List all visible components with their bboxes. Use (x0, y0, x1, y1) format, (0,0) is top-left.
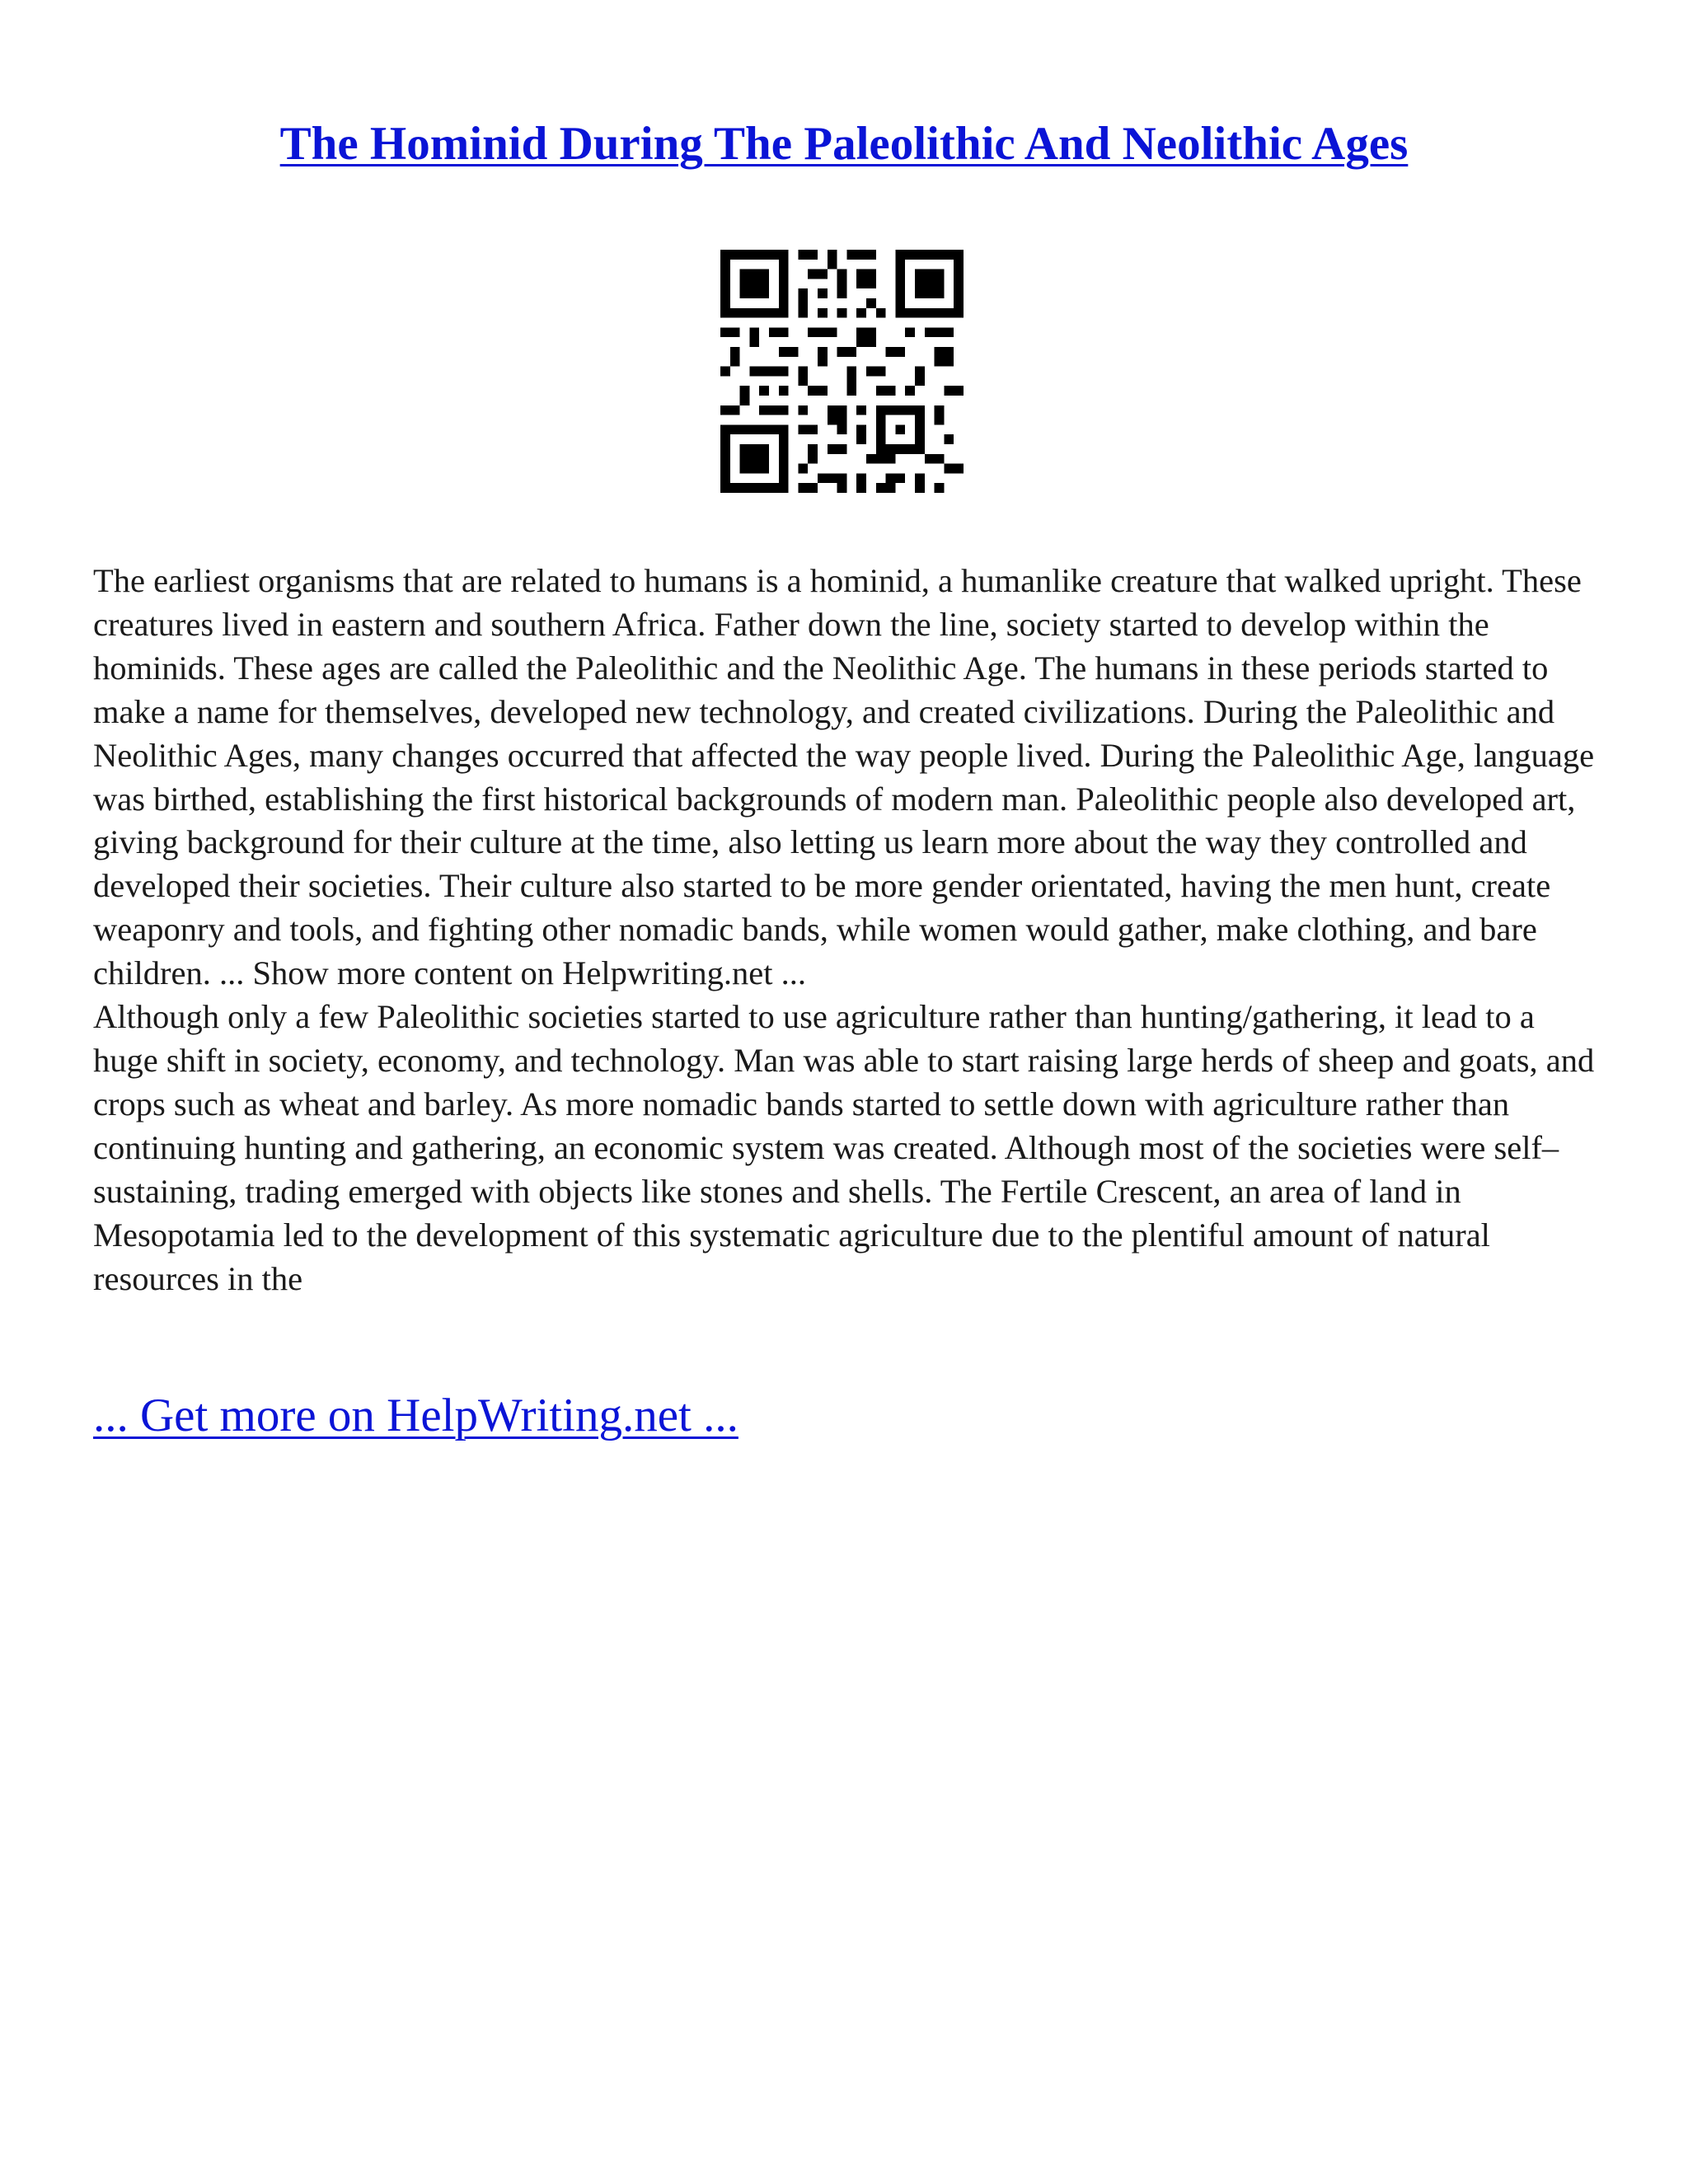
title-link[interactable]: The Hominid During The Paleolithic And Neolithic Ages (279, 118, 1409, 170)
page-title (0, 115, 1688, 173)
get-more-link[interactable]: ... Get more on HelpWriting.net ... (93, 1390, 738, 1441)
article-body (93, 560, 1601, 1301)
paragraph-2: Although only a few Paleolithic societies started to use agriculture rather than hunting/gathering, it lead to a huge shift in society, economy, and technology. Man was able to start raising large herds of sheep and goats, and crops such as wheat and barley. As more nomadic bands started to settle down with agriculture rather than continuing hunting and gathering, an economic system was created. Although most of the societies were self–sustaining, trading emerged with objects like stones and shells. The Fertile Crescent, an area of land in Mesopotamia led to the development of this systematic agriculture due to the plentiful amount of natural resources in the (93, 998, 1595, 1297)
qr-code (720, 250, 964, 493)
paragraph-1: The earliest organisms that are related to humans is a hominid, a humanlike creature that walked upright. These creatures lived in eastern and southern Africa. Father down the line, society started to develop within the hominids. These ages are called the Paleolithic and the Neolithic Age. The humans in these periods started to make a name for themselves, developed new technology, and created civilizations. During the Paleolithic and Neolithic Ages, many changes occurred that affected the way people lived. During the Paleolithic Age, language was birthed, establishing the first historical backgrounds of modern man. Paleolithic people also developed art, giving background for their culture at the time, also letting us learn more about the way they controlled and developed their societies. Their culture also started to be more gender orientated, having the men hunt, create weaponry and tools, and fighting other nomadic bands, while women would gather, make clothing, and bare children. ... Show more content on Helpwriting.net ... (93, 562, 1595, 992)
qr-code-graphic (720, 250, 964, 493)
get-more-link-container (93, 1387, 738, 1445)
